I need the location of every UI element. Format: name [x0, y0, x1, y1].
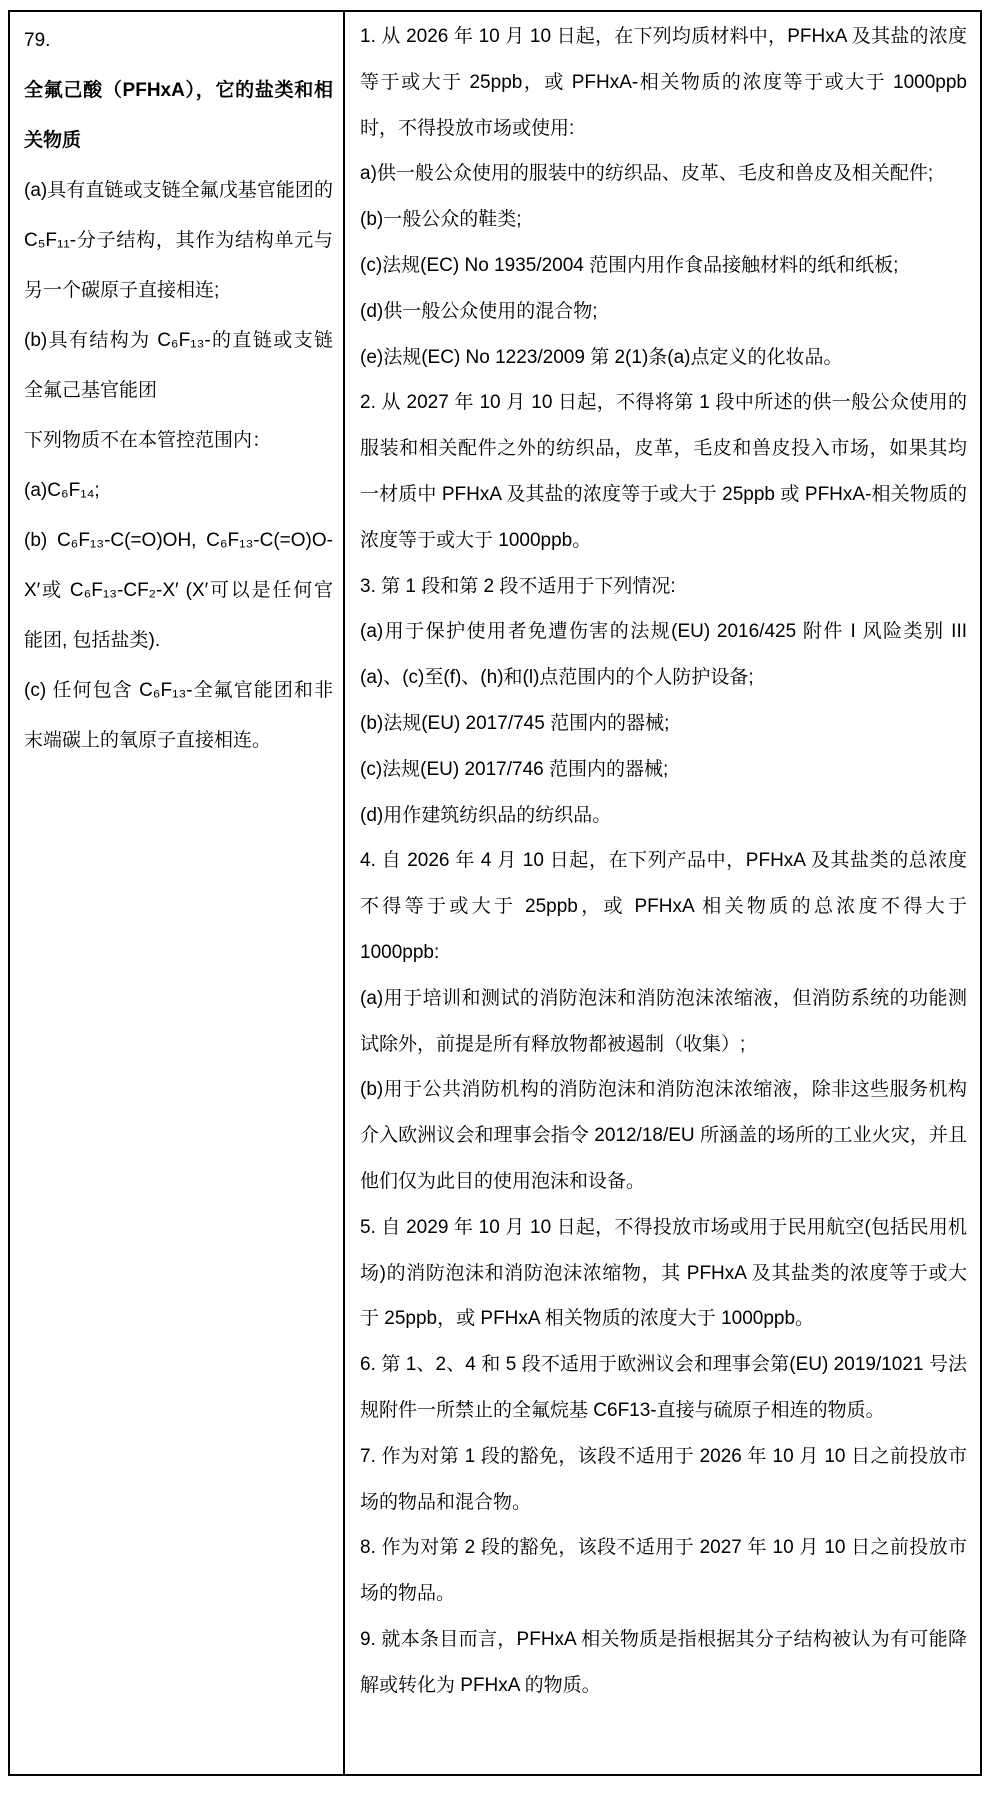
condition-paragraph-3: 3. 第 1 段和第 2 段不适用于下列情况:	[360, 575, 676, 597]
scope-item-a: (a)具有直链或支链全氟戊基官能团的 C₅F₁₁-分子结构，其作为结构单元与另一个碳原子直接相连;	[24, 180, 333, 301]
condition-item-1c: (c)法规(EC) No 1935/2004 范围内用作食品接触材料的纸和纸板;	[360, 254, 899, 276]
condition-item-1b: (b)一般公众的鞋类;	[360, 209, 522, 231]
entry-number: 79.	[24, 30, 51, 51]
condition-paragraph-1: 1. 从 2026 年 10 月 10 日起，在下列均质材料中，PFHxA 及其盐的浓度等于或大于 25ppb，或 PFHxA-相关物质的浓度等于或大于 1000ppb 时，不得投放市场或使用:	[360, 26, 967, 139]
condition-paragraph-4: 4. 自 2026 年 4 月 10 日起，在下列产品中，PFHxA 及其盐类的总浓度不得等于或大于 25ppb，或 PFHxA 相关物质的总浓度不得大于 1000ppb:	[360, 850, 967, 963]
exclusion-item-a: (a)C₆F₁₄;	[24, 480, 100, 501]
condition-item-3a: (a)用于保护使用者免遭伤害的法规(EU) 2016/425 附件 I 风险类别 III (a)、(c)至(f)、(h)和(l)点范围内的个人防护设备;	[360, 621, 967, 689]
condition-paragraph-5: 5. 自 2029 年 10 月 10 日起，不得投放市场或用于民用航空(包括民用机场)的消防泡沫和消防泡沫浓缩物，其 PFHxA 及其盐类的浓度等于或大于 25ppb，或 PFHxA 相关物质的浓度大于 1000ppb。	[360, 1216, 967, 1330]
condition-paragraph-8: 8. 作为对第 2 段的豁免，该段不适用于 2027 年 10 月 10 日之前投放市场的物品。	[360, 1537, 967, 1605]
condition-item-3b: (b)法规(EU) 2017/745 范围内的器械;	[360, 712, 670, 734]
condition-item-4b: (b)用于公共消防机构的消防泡沫和消防泡沫浓缩液，除非这些服务机构介入欧洲议会和理事会指令 2012/18/EU 所涵盖的场所的工业火灾，并且他们仅为此目的使用泡沫和设备。	[360, 1079, 967, 1192]
scope-item-b: (b)具有结构为 C₆F₁₃-的直链或支链全氟己基官能团	[24, 330, 333, 401]
condition-item-3c: (c)法规(EU) 2017/746 范围内的器械;	[360, 758, 669, 780]
exclusion-heading: 下列物质不在本管控范围内：	[24, 430, 272, 451]
restriction-table	[8, 10, 982, 1776]
substance-title: 全氟己酸（PFHxA），它的盐类和相关物质	[24, 80, 333, 151]
exclusion-item-c: (c) 任何包含 C₆F₁₃-全氟官能团和非末端碳上的氧原子直接相连。	[24, 680, 333, 751]
condition-item-1d: (d)供一般公众使用的混合物;	[360, 300, 598, 322]
condition-paragraph-6: 6. 第 1、2、4 和 5 段不适用于欧洲议会和理事会第(EU) 2019/1021 号法规附件一所禁止的全氟烷基 C6F13-直接与硫原子相连的物质。	[360, 1354, 967, 1421]
condition-item-4a: (a)用于培训和测试的消防泡沫和消防泡沫浓缩液，但消防系统的功能测试除外，前提是所有释放物都被遏制（收集）;	[360, 987, 967, 1055]
condition-paragraph-7: 7. 作为对第 1 段的豁免，该段不适用于 2026 年 10 月 10 日之前投放市场的物品和混合物。	[360, 1445, 967, 1513]
exclusion-item-b: (b) C₆F₁₃-C(=O)OH, C₆F₁₃-C(=O)O-X′或 C₆F₁₃-CF₂-X′ (X′可以是任何官能团, 包括盐类).	[24, 530, 333, 651]
condition-item-3d: (d)用作建筑纺织品的纺织品。	[360, 804, 612, 826]
condition-item-1e: (e)法规(EC) No 1223/2009 第 2(1)条(a)点定义的化妆品。	[360, 346, 843, 368]
condition-paragraph-2: 2. 从 2027 年 10 月 10 日起，不得将第 1 段中所述的供一般公众使用的服装和相关配件之外的纺织品，皮革，毛皮和兽皮投入市场，如果其均一材质中 PFHxA 及其盐的浓度等于或大于 25ppb 或 PFHxA-相关物质的浓度等于或大于 1000ppb。	[360, 392, 967, 551]
substance-cell	[10, 12, 345, 1774]
condition-item-1a: a)供一般公众使用的服装中的纺织品、皮革、毛皮和兽皮及相关配件;	[360, 163, 934, 185]
condition-paragraph-9: 9. 就本条目而言，PFHxA 相关物质是指根据其分子结构被认为有可能降解或转化为 PFHxA 的物质。	[360, 1628, 967, 1696]
conditions-cell	[345, 12, 980, 1774]
